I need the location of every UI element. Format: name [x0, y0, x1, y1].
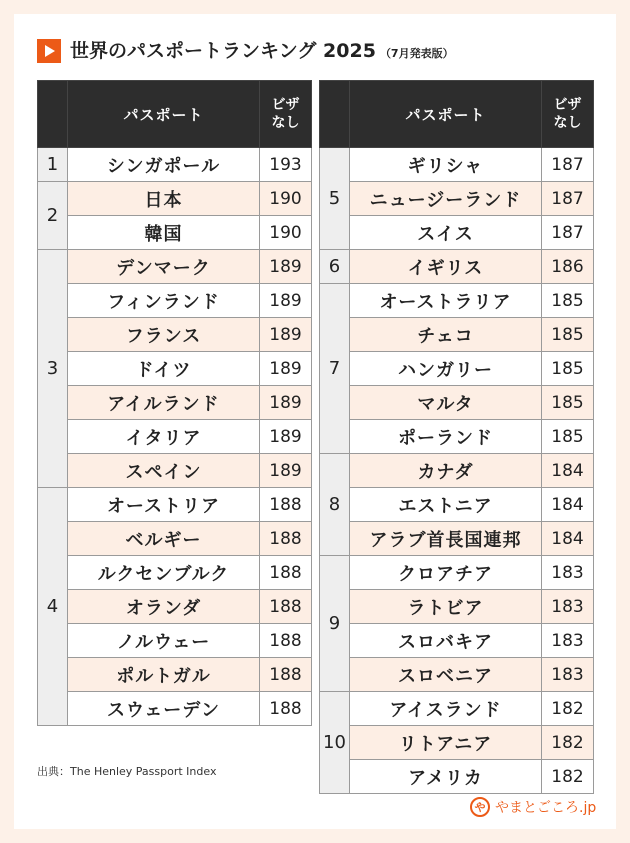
- brand-name: やまとごころ.jp: [495, 800, 597, 816]
- passport-name-cell: 日本: [68, 182, 260, 216]
- visa-header-line2: なし: [553, 115, 582, 131]
- passport-name-cell: カナダ: [350, 454, 542, 488]
- table-row: [38, 352, 312, 386]
- passport-name-cell: ギリシャ: [350, 148, 542, 182]
- visa-free-count-cell: 185: [542, 420, 594, 454]
- rank-cell: 3: [38, 250, 68, 488]
- table-row: [38, 522, 312, 556]
- table-row: [320, 352, 594, 386]
- visa-free-count-cell: 182: [542, 760, 594, 794]
- rank-cell: 1: [38, 148, 68, 182]
- table-row: [320, 658, 594, 692]
- source-note: 出典：The Henley Passport Index: [37, 765, 217, 778]
- table-row: [38, 284, 312, 318]
- ranking-body-left: [38, 148, 312, 726]
- rank-cell: 8: [320, 454, 350, 556]
- visa-free-count-cell: 182: [542, 726, 594, 760]
- rank-cell: 9: [320, 556, 350, 692]
- passport-name-cell: ハンガリー: [350, 352, 542, 386]
- passport-name-cell: スウェーデン: [68, 692, 260, 726]
- rank-cell: 7: [320, 284, 350, 454]
- play-icon: [37, 39, 61, 63]
- table-row: [38, 454, 312, 488]
- passport-name-cell: アラブ首長国連邦: [350, 522, 542, 556]
- passport-name-cell: アメリカ: [350, 760, 542, 794]
- visa-free-count-cell: 188: [260, 658, 312, 692]
- passport-name-cell: オーストラリア: [350, 284, 542, 318]
- table-row: [320, 760, 594, 794]
- table-row: [320, 318, 594, 352]
- visa-free-count-cell: 186: [542, 250, 594, 284]
- visa-free-count-cell: 185: [542, 352, 594, 386]
- visa-free-count-cell: 183: [542, 658, 594, 692]
- passport-name-cell: ドイツ: [68, 352, 260, 386]
- rank-cell: 2: [38, 182, 68, 250]
- table-row: [38, 556, 312, 590]
- table-row: [38, 420, 312, 454]
- table-row: [38, 692, 312, 726]
- passport-name-cell: スイス: [350, 216, 542, 250]
- table-row: [320, 590, 594, 624]
- table-header-row: [320, 81, 594, 148]
- visa-free-count-cell: 185: [542, 318, 594, 352]
- table-row: [320, 726, 594, 760]
- passport-name-cell: ルクセンブルク: [68, 556, 260, 590]
- visa-free-count-cell: 182: [542, 692, 594, 726]
- table-row: [38, 590, 312, 624]
- table-row: [38, 318, 312, 352]
- visa-header-line2: なし: [271, 115, 300, 131]
- rank-header: [320, 81, 350, 148]
- title-text: 世界のパスポートランキング 2025: [70, 40, 376, 62]
- table-row: [320, 488, 594, 522]
- visa-free-count-cell: 188: [260, 488, 312, 522]
- passport-name-cell: アイルランド: [68, 386, 260, 420]
- passport-name-cell: オーストリア: [68, 488, 260, 522]
- visa-free-count-cell: 184: [542, 488, 594, 522]
- visa-free-count-cell: 190: [260, 182, 312, 216]
- visa-free-count-cell: 188: [260, 624, 312, 658]
- ranking-body-right: [320, 148, 594, 794]
- passport-name-cell: ノルウェー: [68, 624, 260, 658]
- table-row: [38, 624, 312, 658]
- visa-free-count-cell: 193: [260, 148, 312, 182]
- visa-free-count-cell: 187: [542, 182, 594, 216]
- rank-header: [38, 81, 68, 148]
- table-row: [320, 148, 594, 182]
- table-row: [38, 182, 312, 216]
- visa-free-count-cell: 188: [260, 692, 312, 726]
- passport-name-cell: スペイン: [68, 454, 260, 488]
- visa-free-count-cell: 183: [542, 624, 594, 658]
- passport-name-cell: デンマーク: [68, 250, 260, 284]
- visa-free-count-cell: 189: [260, 284, 312, 318]
- table-row: [320, 454, 594, 488]
- brand-logo: [470, 797, 596, 817]
- passport-name-cell: スロバキア: [350, 624, 542, 658]
- table-row: [38, 658, 312, 692]
- passport-name-cell: ポルトガル: [68, 658, 260, 692]
- ranking-table-right: [319, 80, 594, 794]
- table-row: [320, 386, 594, 420]
- visa-free-count-cell: 189: [260, 420, 312, 454]
- passport-name-cell: 韓国: [68, 216, 260, 250]
- rank-cell: 10: [320, 692, 350, 794]
- passport-name-cell: リトアニア: [350, 726, 542, 760]
- visa-free-count-cell: 189: [260, 318, 312, 352]
- passport-name-cell: ラトビア: [350, 590, 542, 624]
- passport-name-cell: エストニア: [350, 488, 542, 522]
- visa-free-count-cell: 184: [542, 522, 594, 556]
- rank-cell: 6: [320, 250, 350, 284]
- passport-name-cell: オランダ: [68, 590, 260, 624]
- yamatogokoro-logo-icon: や: [470, 797, 490, 817]
- visa-free-count-cell: 187: [542, 148, 594, 182]
- passport-name-cell: シンガポール: [68, 148, 260, 182]
- rank-cell: 4: [38, 488, 68, 726]
- visa-free-count-cell: 189: [260, 250, 312, 284]
- table-row: [320, 216, 594, 250]
- table-row: [38, 386, 312, 420]
- passport-header: パスポート: [350, 81, 542, 148]
- passport-name-cell: マルタ: [350, 386, 542, 420]
- visa-free-count-cell: 188: [260, 522, 312, 556]
- passport-name-cell: クロアチア: [350, 556, 542, 590]
- visa-free-count-cell: 189: [260, 352, 312, 386]
- visa-free-count-cell: 185: [542, 284, 594, 318]
- visa-header-line1: ビザ: [271, 97, 300, 113]
- visa-free-count-cell: 184: [542, 454, 594, 488]
- passport-name-cell: ベルギー: [68, 522, 260, 556]
- title-subtitle: （7月発表版）: [379, 47, 454, 60]
- passport-name-cell: フランス: [68, 318, 260, 352]
- visa-free-count-cell: 189: [260, 454, 312, 488]
- table-header-row: [38, 81, 312, 148]
- passport-name-cell: ポーランド: [350, 420, 542, 454]
- passport-name-cell: アイスランド: [350, 692, 542, 726]
- passport-header: パスポート: [68, 81, 260, 148]
- passport-name-cell: イタリア: [68, 420, 260, 454]
- page-title: [70, 38, 454, 67]
- visa-free-header: [260, 81, 312, 148]
- visa-free-header: [542, 81, 594, 148]
- table-row: [38, 488, 312, 522]
- table-row: [320, 556, 594, 590]
- visa-free-count-cell: 188: [260, 556, 312, 590]
- table-row: [320, 624, 594, 658]
- table-row: [320, 522, 594, 556]
- rank-cell: 5: [320, 148, 350, 250]
- visa-free-count-cell: 183: [542, 590, 594, 624]
- passport-name-cell: フィンランド: [68, 284, 260, 318]
- passport-name-cell: スロベニア: [350, 658, 542, 692]
- visa-free-count-cell: 188: [260, 590, 312, 624]
- visa-free-count-cell: 190: [260, 216, 312, 250]
- passport-name-cell: イギリス: [350, 250, 542, 284]
- table-row: [320, 182, 594, 216]
- passport-name-cell: チェコ: [350, 318, 542, 352]
- ranking-table-left: [37, 80, 312, 726]
- passport-name-cell: ニュージーランド: [350, 182, 542, 216]
- table-row: [320, 250, 594, 284]
- table-row: [320, 420, 594, 454]
- visa-free-count-cell: 185: [542, 386, 594, 420]
- visa-free-count-cell: 183: [542, 556, 594, 590]
- visa-free-count-cell: 187: [542, 216, 594, 250]
- visa-header-line1: ビザ: [553, 97, 582, 113]
- table-row: [320, 692, 594, 726]
- table-row: [38, 216, 312, 250]
- table-row: [38, 250, 312, 284]
- visa-free-count-cell: 189: [260, 386, 312, 420]
- table-row: [320, 284, 594, 318]
- table-row: [38, 148, 312, 182]
